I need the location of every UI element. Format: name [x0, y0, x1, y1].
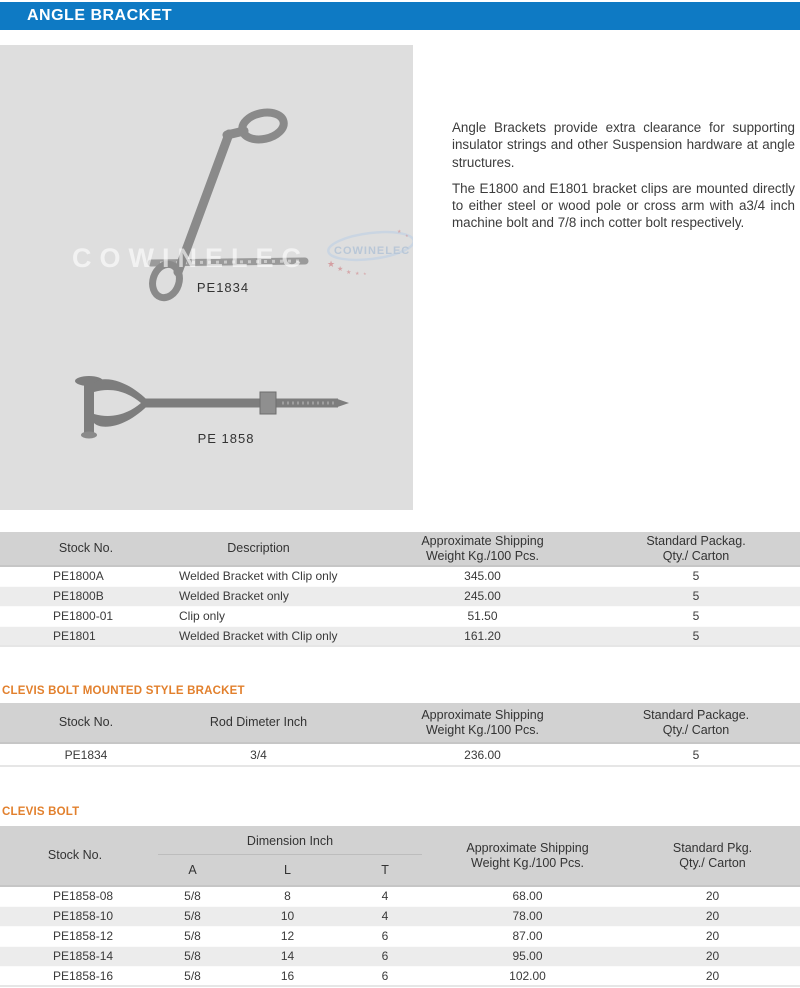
cowinelec-logo-watermark	[325, 225, 413, 277]
description-paragraph-2: The E1800 and E1801 bracket clips are mounted directly to either steel or wood pole or cross arm with a3/4 inch machine bolt and 7/8 inch cotter bolt respectively.	[452, 180, 795, 231]
product-image-panel	[0, 45, 413, 510]
cell-l: 8	[284, 889, 291, 904]
clevis-bolt-table	[0, 826, 800, 987]
logo-star-icon: ★	[397, 229, 402, 235]
column-header-package: Standard Package. Qty./ Carton	[620, 703, 800, 743]
cell-qty: 20	[705, 968, 720, 983]
table-row	[0, 626, 800, 646]
column-header-t: T	[340, 857, 430, 887]
cell-weight: 95.00	[512, 949, 543, 963]
column-header-l: L	[235, 857, 340, 887]
cell-qty: 5	[692, 628, 700, 643]
cell-qty: 5	[692, 609, 700, 623]
column-header-rod-diameter: Rod Dimeter Inch	[172, 703, 345, 743]
cell-stock: PE1858-08	[53, 889, 114, 904]
logo-star-icon: ★	[346, 270, 352, 276]
cell-weight: 236.00	[464, 747, 501, 762]
cell-t: 6	[381, 929, 389, 943]
cell-weight: 68.00	[512, 889, 543, 904]
table-row	[0, 743, 800, 766]
logo-star-icon: ★	[355, 271, 360, 277]
cell-t: 6	[381, 949, 389, 963]
cell-a: 5/8	[184, 968, 201, 983]
column-header-dimension-group: Dimension Inch	[150, 826, 430, 857]
column-header-description: Description	[172, 532, 345, 566]
table-row	[0, 566, 800, 586]
cell-l: 14	[280, 949, 295, 963]
section-title-clevis-bolt: CLEVIS BOLT	[2, 806, 80, 818]
table-row	[0, 586, 800, 606]
cell-qty: 20	[705, 949, 720, 963]
page-title: ANGLE BRACKET	[27, 7, 173, 24]
column-header-package: Standard Pkg. Qty./ Carton	[625, 826, 800, 886]
clevis-bolt-mounted-table	[0, 703, 800, 767]
angle-bracket-table	[0, 532, 800, 647]
logo-star-icon: ★	[405, 233, 409, 238]
cell-description: Clip only	[179, 609, 226, 623]
cell-stock: PE1858-16	[53, 968, 114, 983]
cell-a: 5/8	[184, 909, 201, 923]
cell-weight: 78.00	[512, 909, 543, 923]
table-row	[0, 886, 800, 906]
table-row	[0, 926, 800, 946]
cell-t: 4	[381, 909, 389, 923]
cell-qty: 5	[692, 747, 700, 762]
cell-qty: 20	[705, 929, 720, 943]
table-row	[0, 966, 800, 986]
table-row	[0, 906, 800, 926]
cell-stock: PE1858-14	[53, 949, 114, 963]
column-header-stock: Stock No.	[0, 532, 172, 566]
cell-a: 5/8	[184, 929, 201, 943]
cell-qty: 5	[692, 589, 700, 603]
cell-rod-diameter: 3/4	[250, 747, 267, 762]
cell-stock: PE1801	[53, 628, 96, 643]
cell-stock: PE1800-01	[53, 609, 114, 623]
cell-description: Welded Bracket with Clip only	[179, 569, 338, 584]
column-header-weight: Approximate Shipping Weight Kg./100 Pcs.	[345, 703, 620, 743]
cell-l: 12	[280, 929, 295, 943]
cell-stock: PE1800A	[53, 569, 104, 584]
table-row	[0, 606, 800, 626]
cell-l: 16	[280, 968, 295, 983]
column-header-weight: Approximate Shipping Weight Kg./100 Pcs.	[430, 826, 625, 886]
cowinelec-watermark-text: COWINELEC	[72, 243, 309, 273]
cell-weight: 102.00	[509, 968, 546, 983]
cell-description: Welded Bracket only	[179, 589, 289, 603]
table-header-row	[0, 826, 800, 857]
description-paragraph-1: Angle Brackets provide extra clearance for supporting insulator strings and other Suspension hardware at angle structures.	[452, 120, 795, 170]
cell-a: 5/8	[184, 949, 201, 963]
cell-t: 4	[381, 889, 389, 904]
cell-weight: 245.00	[464, 589, 501, 603]
product-label-pe1858: PE 1858	[197, 431, 255, 446]
column-header-stock: Stock No.	[0, 826, 150, 886]
cell-weight: 345.00	[464, 569, 501, 584]
column-header-a: A	[150, 857, 235, 887]
column-header-package: Standard Packag. Qty./ Carton	[620, 532, 800, 566]
cell-a: 5/8	[184, 889, 201, 904]
cell-stock: PE1800B	[53, 589, 104, 603]
cell-l: 10	[280, 909, 295, 923]
table-header-row	[0, 532, 800, 566]
description-text	[452, 119, 795, 232]
table-row	[0, 946, 800, 966]
page-title-bar	[0, 2, 800, 30]
cell-qty: 20	[705, 889, 720, 904]
cell-weight: 161.20	[464, 628, 501, 643]
cell-stock: PE1858-12	[53, 929, 114, 943]
column-header-weight: Approximate Shipping Weight Kg./100 Pcs.	[345, 532, 620, 566]
cell-qty: 20	[705, 909, 720, 923]
section-title-clevis-bolt-mounted: CLEVIS BOLT MOUNTED STYLE BRACKET	[2, 685, 245, 697]
cell-qty: 5	[692, 569, 700, 584]
cell-description: Welded Bracket with Clip only	[179, 628, 338, 643]
logo-star-icon: ★	[363, 271, 367, 276]
column-header-stock: Stock No.	[0, 703, 172, 743]
cell-stock: PE1858-10	[53, 909, 114, 923]
cell-t: 6	[381, 968, 389, 983]
cell-weight: 51.50	[467, 609, 498, 623]
logo-watermark-text: COWINELEC	[334, 245, 411, 257]
logo-star-icon: ★	[337, 266, 344, 273]
product-label-pe1834: PE1834	[196, 280, 250, 295]
table-header-row	[0, 703, 800, 743]
cell-stock: PE1834	[64, 747, 108, 762]
cell-weight: 87.00	[512, 929, 543, 943]
logo-star-icon: ★	[327, 259, 336, 269]
